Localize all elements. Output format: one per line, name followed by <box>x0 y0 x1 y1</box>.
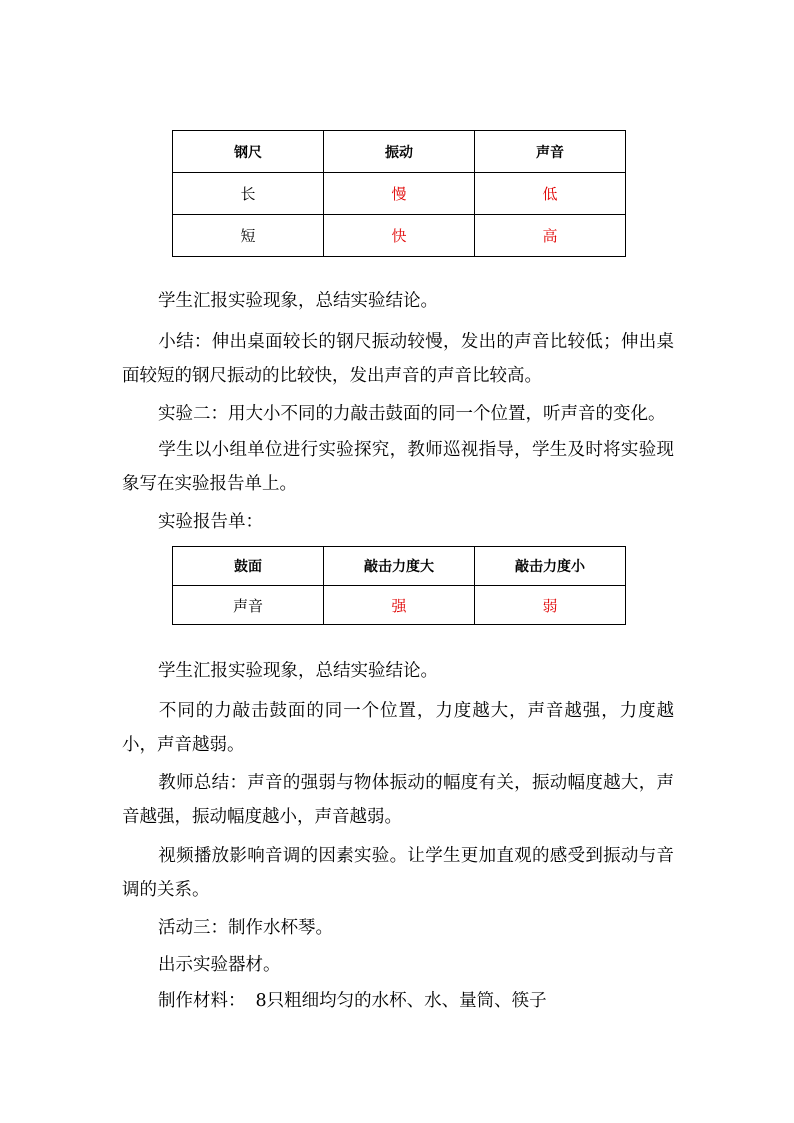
paragraph-text: 不同的力敲击鼓面的同一个位置，力度越大，声音越强，力度越小，声音越弱。 <box>122 701 674 755</box>
paragraph-text: 小结：伸出桌面较长的钢尺振动较慢，发出的声音比较低；伸出桌面较短的钢尺振动的比较快，发出声音的声音比较高。 <box>122 332 674 386</box>
table-header-cell: 鼓面 <box>173 547 324 586</box>
paragraph <box>122 284 674 318</box>
paragraph <box>122 694 674 762</box>
paragraph-text: 实验二：用大小不同的力敲击鼓面的同一个位置，听声音的变化。 <box>158 404 666 424</box>
paragraph <box>122 766 674 834</box>
paragraph-text: 学生以小组单位进行实验探究，教师巡视指导，学生及时将实验现象写在实验报告单上。 <box>122 440 674 494</box>
materials-label: 制作材料： <box>158 991 246 1011</box>
paragraph <box>122 397 674 431</box>
table-cell: 短 <box>173 215 324 257</box>
paragraph-text: 学生汇报实验现象，总结实验结论。 <box>158 291 438 311</box>
paragraph <box>122 839 674 907</box>
table-header-cell: 钢尺 <box>173 131 324 173</box>
paragraph <box>122 325 674 393</box>
table-cell-answer: 强 <box>324 586 475 625</box>
table-header-row <box>173 131 626 173</box>
paragraph-text: 教师总结：声音的强弱与物体振动的幅度有关，振动幅度越大，声音越强，振动幅度越小，声音越弱。 <box>122 773 674 827</box>
materials-list: 8只粗细均匀的水杯、水、量筒、筷子 <box>255 991 547 1011</box>
table-cell-answer: 快 <box>324 215 475 257</box>
table-cell: 长 <box>173 173 324 215</box>
paragraph <box>122 948 674 982</box>
table-header-cell: 敲击力度小 <box>475 547 626 586</box>
table-header-cell: 敲击力度大 <box>324 547 475 586</box>
ruler-experiment-table <box>172 130 626 257</box>
paragraph <box>122 654 674 688</box>
drum-experiment-table <box>172 546 626 625</box>
table-header-row <box>173 547 626 586</box>
paragraph-text: 活动三：制作水杯琴。 <box>158 918 333 938</box>
paragraph <box>122 984 674 1018</box>
paragraph-text: 学生汇报实验现象，总结实验结论。 <box>158 661 438 681</box>
table-cell-answer: 高 <box>475 215 626 257</box>
paragraph <box>122 505 674 539</box>
table-cell-answer: 慢 <box>324 173 475 215</box>
table-cell-answer: 低 <box>475 173 626 215</box>
paragraph-text: 视频播放影响音调的因素实验。让学生更加直观的感受到振动与音调的关系。 <box>122 846 674 900</box>
paragraph <box>122 911 674 945</box>
table-row <box>173 586 626 625</box>
paragraph-text: 出示实验器材。 <box>158 955 281 975</box>
table-header-cell: 声音 <box>475 131 626 173</box>
paragraph <box>122 433 674 501</box>
table-cell: 声音 <box>173 586 324 625</box>
table-row <box>173 215 626 257</box>
table-cell-answer: 弱 <box>475 586 626 625</box>
table-header-cell: 振动 <box>324 131 475 173</box>
table-row <box>173 173 626 215</box>
paragraph-text: 实验报告单： <box>158 512 263 532</box>
